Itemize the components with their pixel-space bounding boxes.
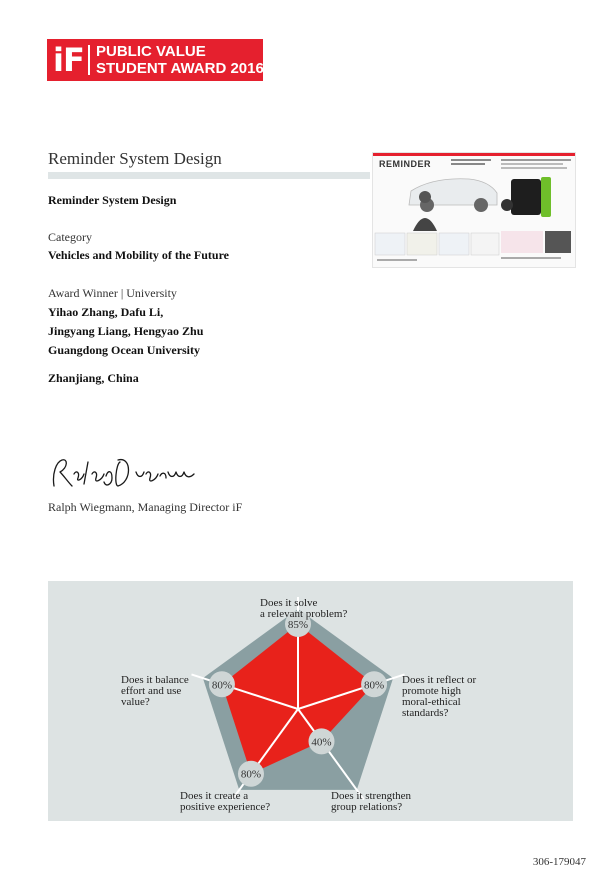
location: Zhanjiang, China	[48, 371, 139, 385]
award-title	[96, 43, 264, 77]
logo-divider	[88, 45, 90, 75]
radar-question-line: value?	[121, 696, 150, 708]
award-winner-label: Award Winner | University	[48, 286, 177, 300]
if-award-logo	[47, 39, 263, 81]
radar-question-label	[260, 598, 347, 620]
radar-value-marker	[238, 761, 264, 787]
radar-question-line: Does it strengthen	[331, 790, 412, 802]
signature	[48, 454, 198, 499]
radar-question-line: Does it reflect or	[402, 674, 477, 686]
radar-question-line: effort and use	[121, 685, 182, 697]
radar-question-line: standards?	[402, 707, 449, 719]
radar-value-marker	[361, 671, 387, 697]
winner-names-line2: Jingyang Liang, Hengyao Zhu	[48, 324, 204, 338]
category-label: Category	[48, 230, 92, 244]
award-title-line2: STUDENT AWARD 2016	[96, 60, 264, 77]
category-value: Vehicles and Mobility of the Future	[48, 248, 230, 262]
radar-value-marker	[209, 671, 235, 697]
project-name: Reminder System Design	[48, 193, 177, 207]
if-logo-mark: iF	[53, 41, 84, 79]
page-title: Reminder System Design	[48, 149, 222, 168]
radar-question-line: positive experience?	[180, 801, 271, 813]
winner-names-line1: Yihao Zhang, Dafu Li,	[48, 305, 164, 319]
radar-question-line: Does it balance	[121, 674, 189, 686]
radar-value-label: 80%	[211, 679, 233, 692]
radar-value-marker	[309, 728, 335, 754]
poster-image	[373, 153, 575, 267]
evaluation-chart	[48, 581, 573, 821]
signature-image	[48, 454, 198, 494]
university-name: Guangdong Ocean University	[48, 343, 201, 357]
document-code: 306-179047	[532, 856, 586, 868]
radar-value-label: 80%	[240, 768, 262, 781]
radar-value-label: 80%	[363, 679, 385, 692]
signature-caption: Ralph Wiegmann, Managing Director iF	[48, 500, 243, 514]
radar-value-label: 40%	[311, 736, 332, 749]
poster-heading: REMINDER	[379, 159, 432, 169]
radar-question-label	[402, 675, 476, 719]
radar-question-line: Does it create a	[180, 790, 249, 802]
radar-question-line: promote high	[402, 685, 461, 697]
radar-question-line: group relations?	[331, 801, 403, 813]
radar-question-label	[121, 675, 189, 708]
radar-question-label	[180, 791, 270, 813]
title-underline-bar	[48, 172, 370, 179]
radar-question-line: Does it solve	[260, 597, 318, 609]
radar-question-line: a relevant problem?	[260, 608, 348, 620]
radar-question-line: moral-ethical	[402, 696, 461, 708]
radar-value-label: 85%	[287, 619, 309, 631]
award-title-line1: PUBLIC VALUE	[96, 43, 206, 60]
poster-thumbnail	[372, 152, 576, 268]
radar-question-label	[331, 791, 411, 813]
